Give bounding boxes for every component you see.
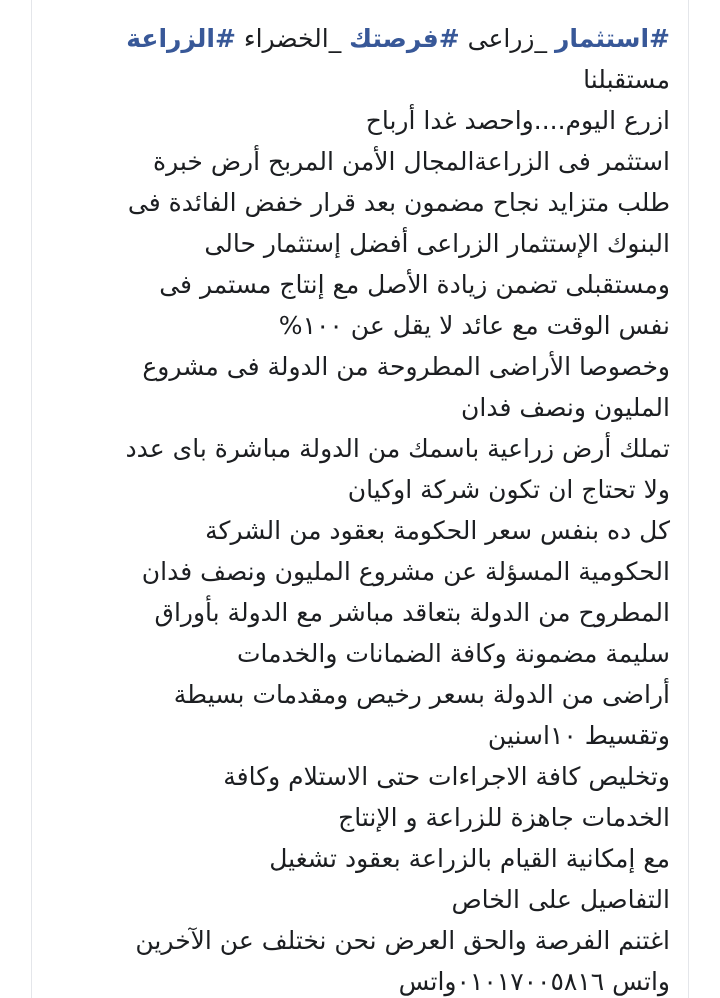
hashtag-line-text-1: _زراعى: [459, 24, 555, 53]
post-text-line: الحكومية المسؤلة عن مشروع المليون ونصف فدان: [141, 557, 670, 586]
post-text-line: ازرع اليوم....واحصد غدا أرباح: [365, 106, 670, 135]
hashtag-your-chance[interactable]: #فرصتك: [349, 24, 460, 53]
hashtag-agriculture[interactable]: #الزراعة: [126, 24, 236, 53]
post-text-line: كل ده بنفس سعر الحكومة بعقود من الشركة: [205, 516, 670, 545]
post-text-line: التفاصيل على الخاص: [451, 885, 670, 914]
post-text-line: المليون ونصف فدان: [461, 393, 670, 422]
post-contact-line: واتس ٠١٠١٧٠٠٥٨١٦واتس: [398, 967, 670, 996]
hashtag-line-text-2: _الخضراء: [235, 24, 350, 53]
post-text-line: تملك أرض زراعية باسمك من الدولة مباشرة باى عدد: [125, 434, 670, 463]
post-text-line: أراضى من الدولة بسعر رخيص ومقدمات بسيطة: [173, 680, 670, 709]
post-text-line: البنوك الإستثمار الزراعى أفضل إستثمار حالى: [204, 229, 670, 258]
post-text-line: نفس الوقت مع عائد لا يقل عن ١٠٠%: [278, 311, 670, 340]
hashtag-invest[interactable]: #استثمار: [554, 24, 670, 53]
post-card-left-border: [31, 0, 32, 998]
post-text-line: استثمر فى الزراعةالمجال الأمن المربح أرض خبرة: [153, 147, 670, 176]
post-text-line: وتخليص كافة الاجراءات حتى الاستلام وكافة: [223, 762, 670, 791]
post-text-line: المطروح من الدولة بتعاقد مباشر مع الدولة بأوراق: [154, 598, 670, 627]
post-text-line: مستقبلنا: [583, 65, 670, 94]
post-text-line: طلب متزايد نجاح مضمون بعد قرار خفض الفائدة فى: [127, 188, 670, 217]
post-card-right-border: [688, 0, 689, 998]
post-text-line: ومستقبلى تضمن زيادة الأصل مع إنتاج مستمر فى: [159, 270, 670, 299]
post-body: [40, 18, 670, 998]
hashtag-line: [40, 18, 670, 59]
post-text-line: اغتنم الفرصة والحق العرض نحن نختلف عن الآخرين: [135, 926, 670, 955]
post-text-line: ولا تحتاج ان تكون شركة اوكيان: [347, 475, 670, 504]
post-text-line: وخصوصا الأراضى المطروحة من الدولة فى مشروع: [142, 352, 670, 381]
post-text-line: سليمة مضمونة وكافة الضمانات والخدمات: [236, 639, 670, 668]
post-text-line: وتقسيط ١٠اسنين: [487, 721, 670, 750]
post-text-line: الخدمات جاهزة للزراعة و الإنتاج: [338, 803, 670, 832]
post-text-line: مع إمكانية القيام بالزراعة بعقود تشغيل: [269, 844, 670, 873]
